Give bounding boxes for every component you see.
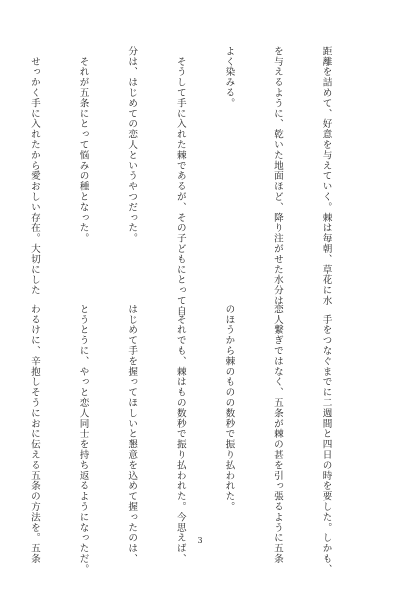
text-line: 恋人繋ぎではなく、五条が棘の甚を引っ張るように五条 — [271, 304, 283, 564]
text-line: 手をつなぐまでに二週間と四日の時を要した。しかも、 — [320, 304, 332, 575]
page-number: 3 — [197, 536, 203, 545]
text-line: のほうから棘のものの数秒で振り払われた。 — [223, 304, 235, 512]
text-line: それでも、棘はもの数秒で振り払われた。今思えば、 — [174, 304, 186, 564]
lower-text-block — [28, 304, 366, 575]
text-line: はじめて手を握ってほしいと懇意を込めて握ったのは、 — [126, 304, 138, 564]
text-line: 分は、はじめての恋人というやつだった。 — [126, 46, 138, 244]
upper-text-block — [28, 46, 366, 317]
text-line: よく染みる。 — [223, 46, 235, 109]
text-line: 距離を詰めて、好意を与えていく。棘は毎朝、草花に水 — [320, 46, 332, 306]
text-line: そうして手に入れた棘であるが、その子どもにとって自 — [174, 46, 186, 317]
text-line: とうとうに、やっと恋人同士を持ち返るようになっただ。 — [77, 304, 89, 575]
text-line: それが五条にとって悩みの種となった。 — [77, 46, 89, 244]
text-line: せっかく手に入れたから愛おしい存在。大切にした — [28, 46, 40, 296]
text-line: を与えるように、乾いた地面ほど、降り注がせた水分は、 — [271, 46, 283, 317]
text-line: わるけに、辛抱しそうにおに伝える五条の方法を。五条 — [28, 304, 40, 564]
